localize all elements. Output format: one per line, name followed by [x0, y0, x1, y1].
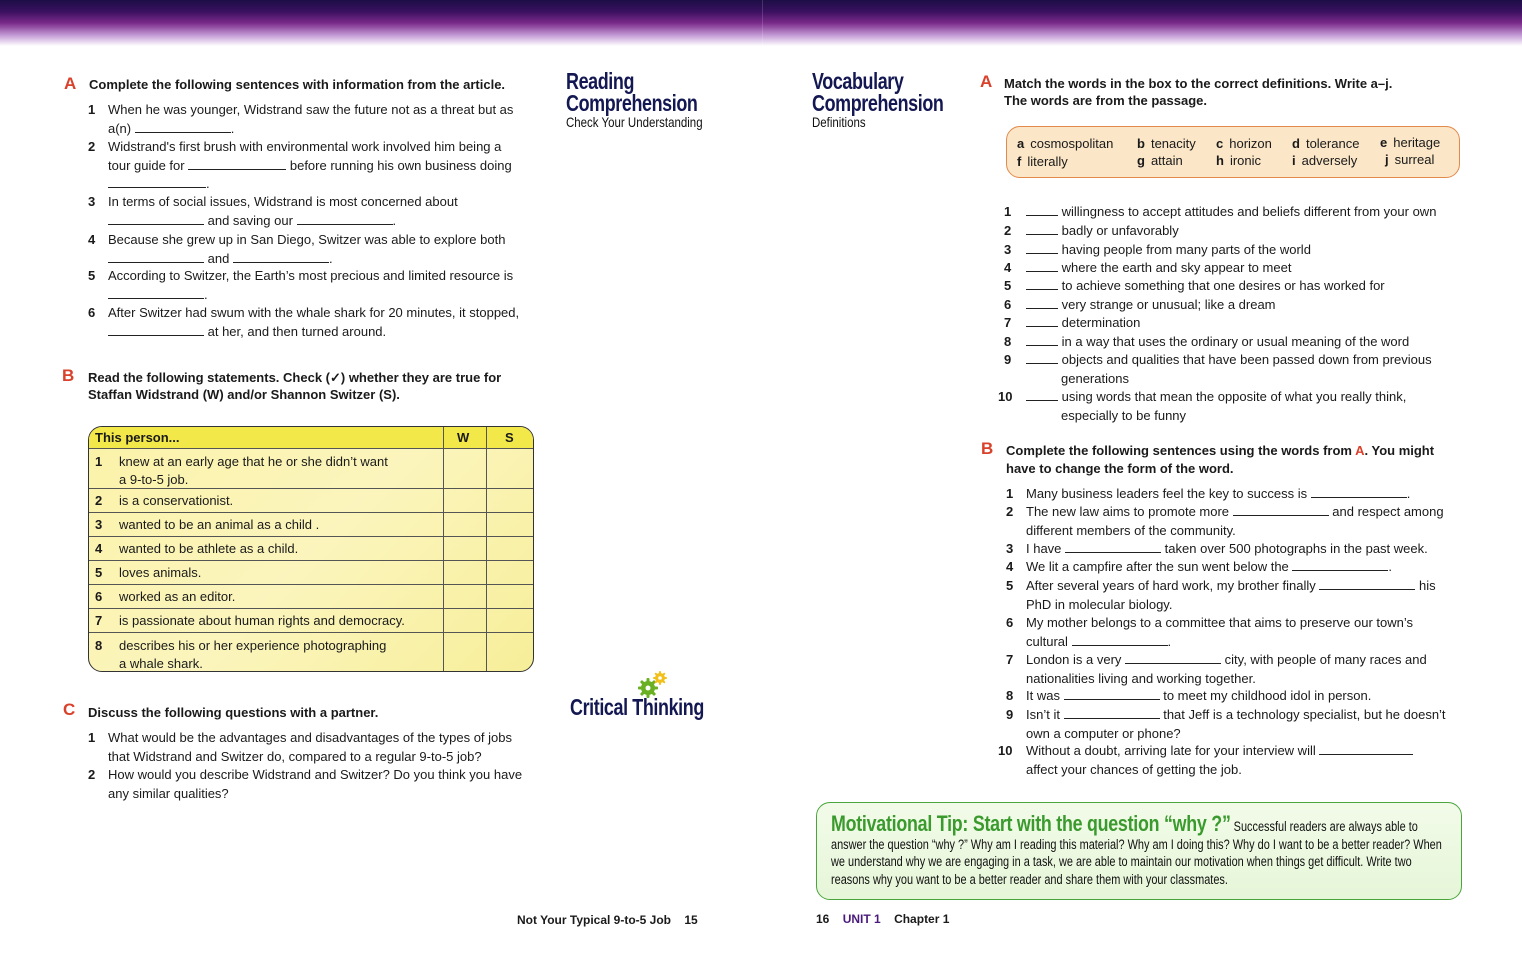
definition-item: 4 where the earth and sky appear to meet	[1004, 260, 1292, 275]
answer-blank[interactable]	[1319, 743, 1413, 755]
column-s-header: S	[505, 430, 514, 445]
list-item: 1 What would be the advantages and disadvantages of the types of jobs that Widstrand and Switzer do, compared to a regular 9-to-5 job?	[88, 730, 512, 764]
reading-comprehension-heading: Reading Comprehension Check Your Understanding	[566, 68, 703, 130]
word-option: b tenacity	[1137, 136, 1196, 151]
table-row: 5 loves animals.	[89, 560, 533, 584]
unit-label: UNIT 1	[842, 912, 881, 926]
checkbox-s[interactable]	[487, 489, 533, 513]
answer-blank[interactable]	[108, 176, 206, 188]
section-a-title: Complete the following sentences with information from the article.	[89, 77, 506, 92]
critical-thinking-heading: Critical Thinking	[570, 694, 704, 720]
answer-blank[interactable]	[1026, 278, 1058, 290]
section-b-letter: B	[62, 366, 75, 385]
answer-blank[interactable]	[188, 158, 286, 170]
answer-blank[interactable]	[1064, 688, 1160, 700]
checkbox-s[interactable]	[487, 561, 533, 585]
left-page-footer: Not Your Typical 9-to-5 Job 15	[517, 913, 698, 927]
answer-blank[interactable]	[1026, 315, 1058, 327]
answer-blank[interactable]	[1125, 652, 1221, 664]
answer-blank[interactable]	[1026, 223, 1058, 235]
list-item: 6 After Switzer had swum with the whale shark for 20 minutes, it stopped, at her, and then turned around.	[88, 305, 520, 339]
column-w-header: W	[457, 430, 470, 445]
definition-item: 6 very strange or unusual; like a dream	[1004, 297, 1276, 312]
table-row: 7 is passionate about human rights and democracy.	[89, 608, 533, 632]
checkbox-w[interactable]	[444, 633, 486, 672]
sentence-item: 10 Without a doubt, arriving late for your interview will affect your chances of getting the job.	[998, 742, 1466, 780]
checkbox-s[interactable]	[487, 449, 533, 489]
word-option: h ironic	[1216, 153, 1262, 168]
table-row: 8 describes his or her experience photographing a whale shark.	[89, 632, 533, 672]
word-option: g attain	[1137, 153, 1183, 168]
list-item: 4 Because she grew up in San Diego, Switzer was able to explore both and .	[88, 232, 506, 266]
sentence-item: 8 It was to meet my childhood idol in person.	[1006, 688, 1372, 703]
checkbox-w[interactable]	[444, 489, 486, 513]
table-row: 4 wanted to be athlete as a child.	[89, 536, 533, 560]
definition-item: 1 willingness to accept attitudes and beliefs different from your own	[1004, 204, 1437, 219]
sentence-item: 2 The new law aims to promote more and respect among different members of the community.	[1006, 504, 1444, 538]
page-number: 15	[684, 913, 698, 927]
checkbox-s[interactable]	[487, 513, 533, 537]
answer-blank[interactable]	[108, 251, 204, 263]
answer-blank[interactable]	[1026, 260, 1058, 272]
checkbox-w[interactable]	[444, 449, 486, 489]
chapter-label: Chapter 1	[894, 912, 950, 926]
vocab-section-b-letter: B	[981, 439, 994, 458]
answer-blank[interactable]	[297, 213, 393, 225]
definition-item: 8 in a way that uses the ordinary or usual meaning of the word	[1004, 334, 1410, 349]
list-item: 1 When he was younger, Widstrand saw the future not as a threat but as a(n) .	[88, 102, 514, 136]
list-item: 2 Widstrand's first brush with environmental work involved him being a tour guide for before running his own business doing .	[88, 139, 512, 191]
word-option: f literally	[1017, 154, 1068, 169]
tip-body: Successful readers are always able to answer the question “why ?” Why am I reading this material? Why am I doing this? Why do I want to be a better reader? When we understand why we are engaging in a task, we are able to maintain our motivation when things get difficult. Write two reasons why you want to be a better reader and share them with your classmates.	[831, 819, 1442, 887]
sentence-item: 3 I have taken over 500 photographs in the past week.	[1006, 541, 1428, 556]
sentence-item: 6 My mother belongs to a committee that aims to preserve our town’s cultural .	[1006, 615, 1414, 649]
section-b-title: Read the following statements. Check (✓) whether they are true for Staffan Widstrand (W) and/or Shannon Switzer (S).	[88, 370, 502, 402]
answer-blank[interactable]	[108, 213, 204, 225]
table-row: 1 knew at an early age that he or she didn’t want a 9-to-5 job.	[89, 448, 533, 488]
tip-title: Motivational Tip: Start with the question “why ?”	[831, 811, 1231, 836]
checkbox-w[interactable]	[444, 513, 486, 537]
sentence-item: 7 London is a very city, with people of many races and nationalities living and working together.	[1006, 652, 1427, 686]
answer-blank[interactable]	[1233, 504, 1329, 516]
list-item: 3 In terms of social issues, Widstrand is most concerned about and saving our .	[88, 194, 458, 228]
answer-blank[interactable]	[1026, 389, 1058, 401]
word-option: j surreal	[1385, 152, 1435, 167]
vocabulary-comprehension-heading: Vocabulary Comprehension Definitions	[812, 68, 944, 130]
checkbox-s[interactable]	[487, 585, 533, 609]
checkbox-w[interactable]	[444, 585, 486, 609]
answer-blank[interactable]	[1065, 541, 1161, 553]
sentence-item: 5 After several years of hard work, my brother finally his PhD in molecular biology.	[1006, 578, 1436, 612]
page-number: 16	[816, 912, 830, 926]
answer-blank[interactable]	[1319, 578, 1415, 590]
section-c-title: Discuss the following questions with a partner.	[88, 705, 379, 720]
right-page-footer	[816, 912, 949, 926]
list-item: 2 How would you describe Widstrand and Switzer? Do you think you have any similar qualities?	[88, 767, 523, 801]
section-a-letter: A	[64, 74, 77, 93]
vocab-section-a-title: Match the words in the box to the correct definitions. Write a–j. The words are from the passage.	[1004, 76, 1393, 108]
motivational-tip-box	[816, 802, 1462, 900]
table-row: 6 worked as an editor.	[89, 584, 533, 608]
answer-blank[interactable]	[1311, 486, 1407, 498]
table-header: This person... W S	[89, 427, 533, 448]
sentence-item: 9 Isn’t it that Jeff is a technology specialist, but he doesn’t own a computer or phone?	[1006, 707, 1446, 741]
header-band	[0, 0, 1522, 46]
answer-blank[interactable]	[108, 287, 204, 299]
definition-item: 9 objects and qualities that have been passed down from previous generations	[1004, 352, 1432, 386]
answer-blank[interactable]	[1026, 297, 1058, 309]
answer-blank[interactable]	[1064, 707, 1160, 719]
definition-item: 10 using words that mean the opposite of what you really think, especially to be funny	[998, 389, 1407, 423]
checkbox-s[interactable]	[487, 633, 533, 672]
answer-blank[interactable]	[1026, 352, 1058, 364]
sentence-item: 4 We lit a campfire after the sun went below the .	[1006, 559, 1393, 574]
answer-blank[interactable]	[1292, 559, 1388, 571]
definition-item: 3 having people from many parts of the world	[1004, 242, 1311, 257]
definition-item: 2 badly or unfavorably	[1004, 223, 1179, 238]
vocab-section-b-title: Complete the following sentences using the words from A. You might have to change the form of the word.	[1006, 443, 1435, 476]
word-option: c horizon	[1216, 136, 1272, 151]
answer-blank[interactable]	[1026, 204, 1058, 216]
checkbox-s[interactable]	[487, 609, 533, 633]
checkbox-w[interactable]	[444, 561, 486, 585]
vocab-section-a-letter: A	[980, 72, 993, 91]
word-box	[1006, 126, 1460, 178]
section-c-letter: C	[63, 700, 76, 719]
answer-blank[interactable]	[135, 121, 231, 133]
definition-item: 5 to achieve something that one desires or has worked for	[1004, 278, 1385, 293]
sentence-item: 1 Many business leaders feel the key to success is .	[1006, 486, 1411, 501]
answer-blank[interactable]	[1026, 334, 1058, 346]
statements-table	[88, 426, 534, 672]
table-row: 3 wanted to be an animal as a child .	[89, 512, 533, 536]
word-option: a cosmospolitan	[1017, 136, 1114, 151]
checkbox-w[interactable]	[444, 537, 486, 561]
answer-blank[interactable]	[233, 251, 329, 263]
checkbox-s[interactable]	[487, 537, 533, 561]
list-item: 5 According to Switzer, the Earth’s most precious and limited resource is .	[88, 268, 514, 302]
word-option: e heritage	[1380, 135, 1441, 150]
word-option: i adversely	[1292, 153, 1358, 168]
definition-item: 7 determination	[1004, 315, 1141, 330]
word-option: d tolerance	[1292, 136, 1360, 151]
answer-blank[interactable]	[1072, 634, 1168, 646]
checkbox-w[interactable]	[444, 609, 486, 633]
answer-blank[interactable]	[108, 324, 204, 336]
answer-blank[interactable]	[1026, 242, 1058, 254]
table-row: 2 is a conservationist.	[89, 488, 533, 512]
page-seam	[762, 0, 763, 46]
